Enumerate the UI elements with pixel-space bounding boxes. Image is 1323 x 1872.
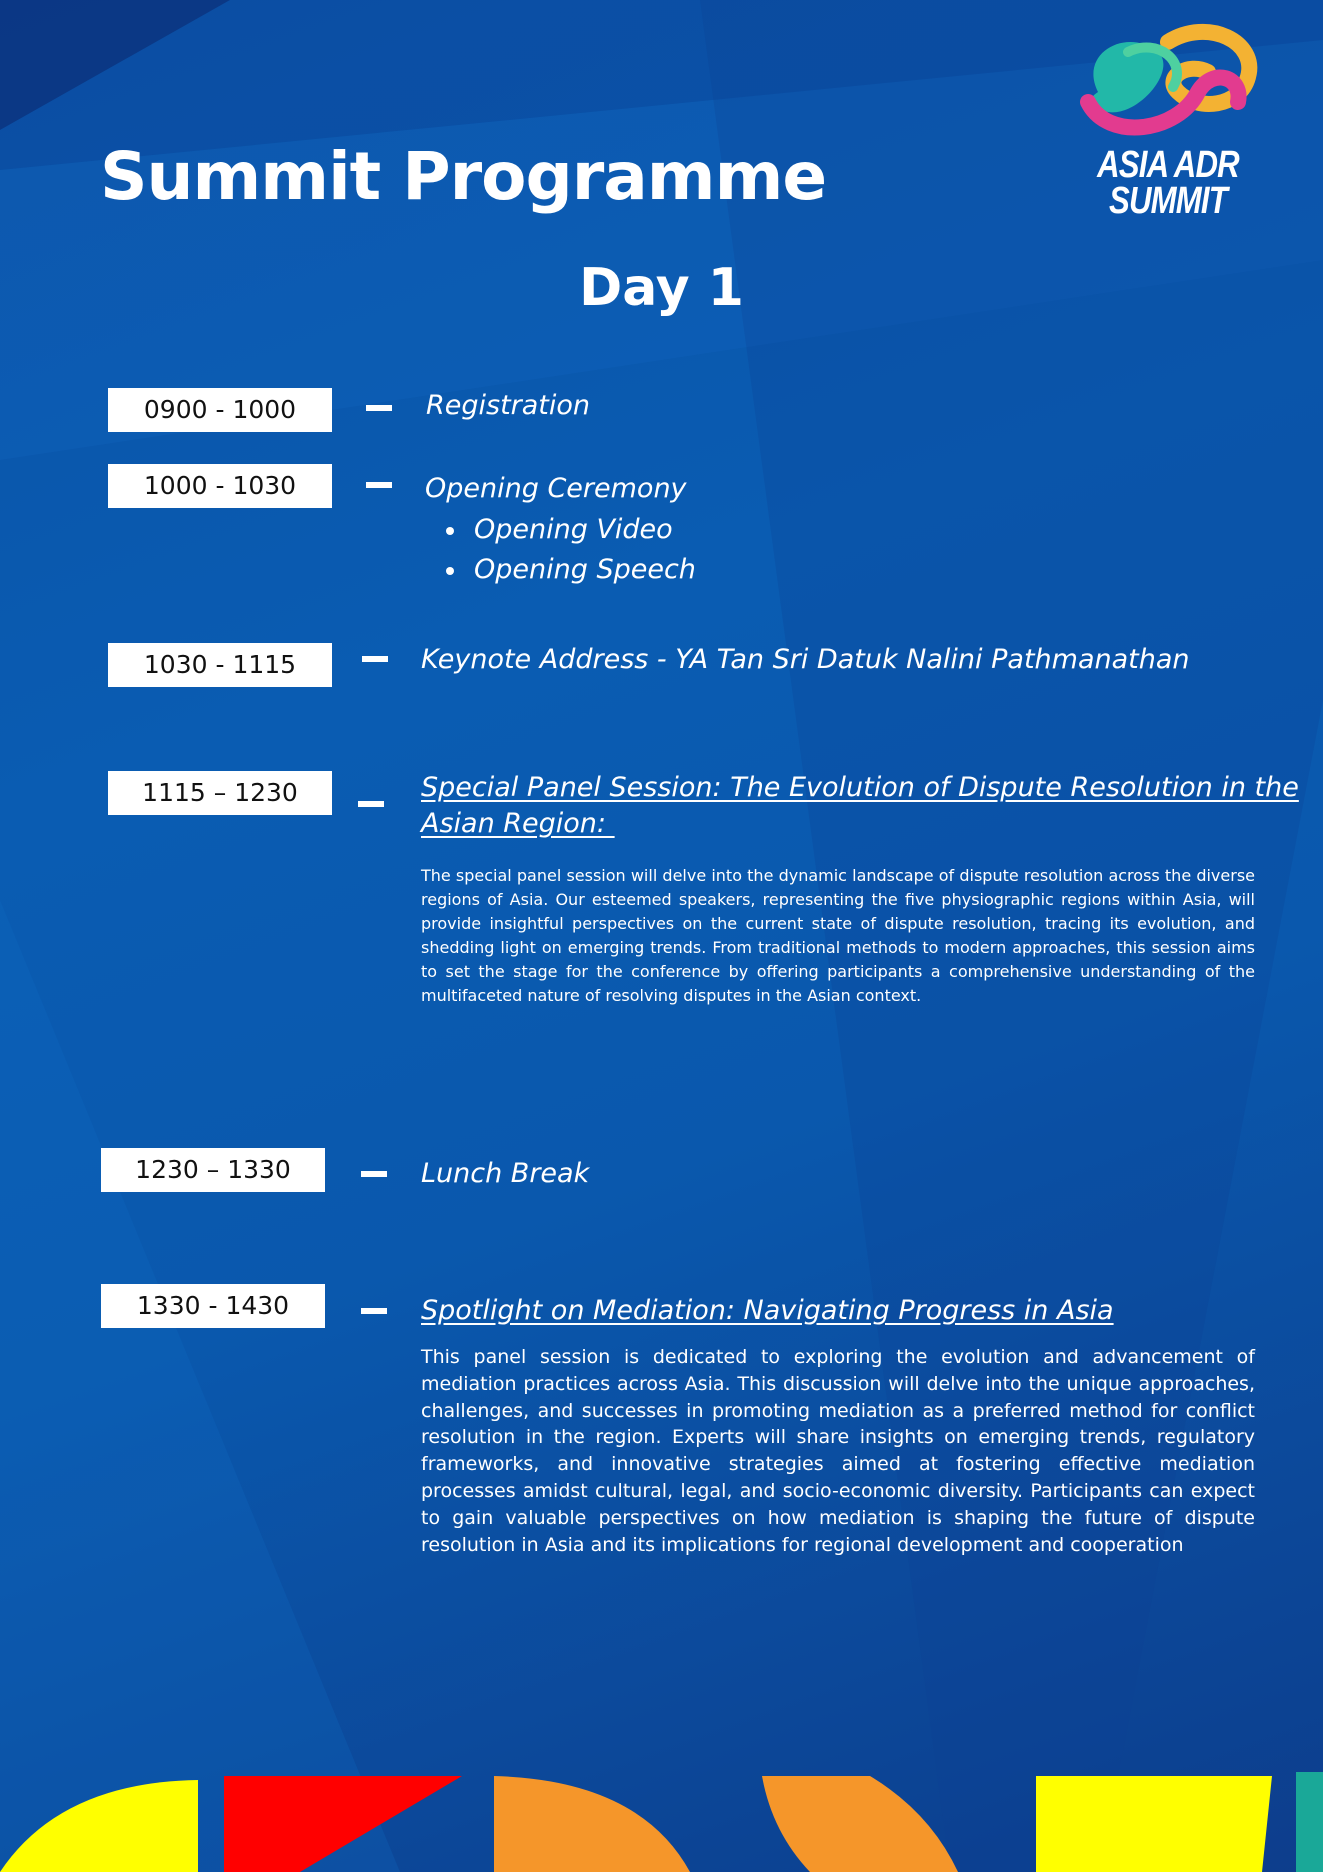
session-title-registration: Registration xyxy=(426,390,591,421)
time-slot-1330: 1330 - 1430 xyxy=(101,1284,325,1328)
day-heading: Day 1 xyxy=(579,258,744,318)
asia-adr-summit-logo xyxy=(1068,22,1268,222)
logo-text-line1: ASIA ADR xyxy=(1097,144,1239,186)
logo-text-line2: SUMMIT xyxy=(1109,180,1227,222)
session-title-special-panel-line1[interactable]: Special Panel Session: The Evolution of Dispute Resolution in the xyxy=(421,772,1299,803)
time-slot-1030: 1030 - 1115 xyxy=(108,643,332,687)
time-slot-0900: 0900 - 1000 xyxy=(108,388,332,432)
bottom-decor xyxy=(0,1772,1323,1872)
time-slot-1000: 1000 - 1030 xyxy=(108,464,332,508)
session-title-special-panel-line2[interactable]: Asian Region: xyxy=(421,808,615,839)
time-slot-1230: 1230 – 1330 xyxy=(101,1148,325,1192)
separator-dash xyxy=(358,801,384,807)
separator-dash xyxy=(361,1308,387,1314)
time-slot-1115: 1115 – 1230 xyxy=(108,771,332,815)
list-item-opening-video: Opening Video xyxy=(474,510,696,550)
page-title: Summit Programme xyxy=(100,138,827,215)
separator-dash xyxy=(362,656,388,662)
separator-dash xyxy=(361,1171,387,1177)
session-description-spotlight-mediation: This panel session is dedicated to exploring the evolution and advancement of mediation practices across Asia. This discussion will delve into the unique approaches, challenges, and successes in promoting mediation as a preferred method for conflict resolution in the region. Experts will share insights on emerging trends, regulatory frameworks, and innovative strategies aimed at fostering effective mediation processes amidst cultural, legal, and socio-economic diversity. Participants can expect to gain valuable perspectives on how mediation is shaping the future of dispute resolution in Asia and its implications for regional development and cooperation xyxy=(421,1346,1255,1556)
session-title-lunch-break: Lunch Break xyxy=(421,1158,590,1189)
session-title-spotlight-mediation[interactable]: Spotlight on Mediation: Navigating Progress in Asia xyxy=(421,1295,1114,1326)
session-title-keynote: Keynote Address - YA Tan Sri Datuk Nalini Pathmanathan xyxy=(421,644,1190,675)
logo-ribbon-icon xyxy=(1068,22,1268,152)
session-title-opening-ceremony: Opening Ceremony xyxy=(425,473,687,504)
list-item-opening-speech: Opening Speech xyxy=(474,550,696,590)
opening-ceremony-list xyxy=(474,510,696,590)
separator-dash xyxy=(366,482,392,488)
session-description-special-panel: The special panel session will delve into the dynamic landscape of dispute resolution across the diverse regions of Asia. Our esteemed speakers, representing the five physiographic regions within Asia, will provide insightful perspectives on the current state of dispute resolution, tracing its evolution, and shedding light on emerging trends. From traditional methods to modern approaches, this session aims to set the stage for the conference by offering participants a comprehensive understanding of the multifaceted nature of resolving disputes in the Asian context. xyxy=(421,866,1255,1005)
separator-dash xyxy=(366,405,392,411)
